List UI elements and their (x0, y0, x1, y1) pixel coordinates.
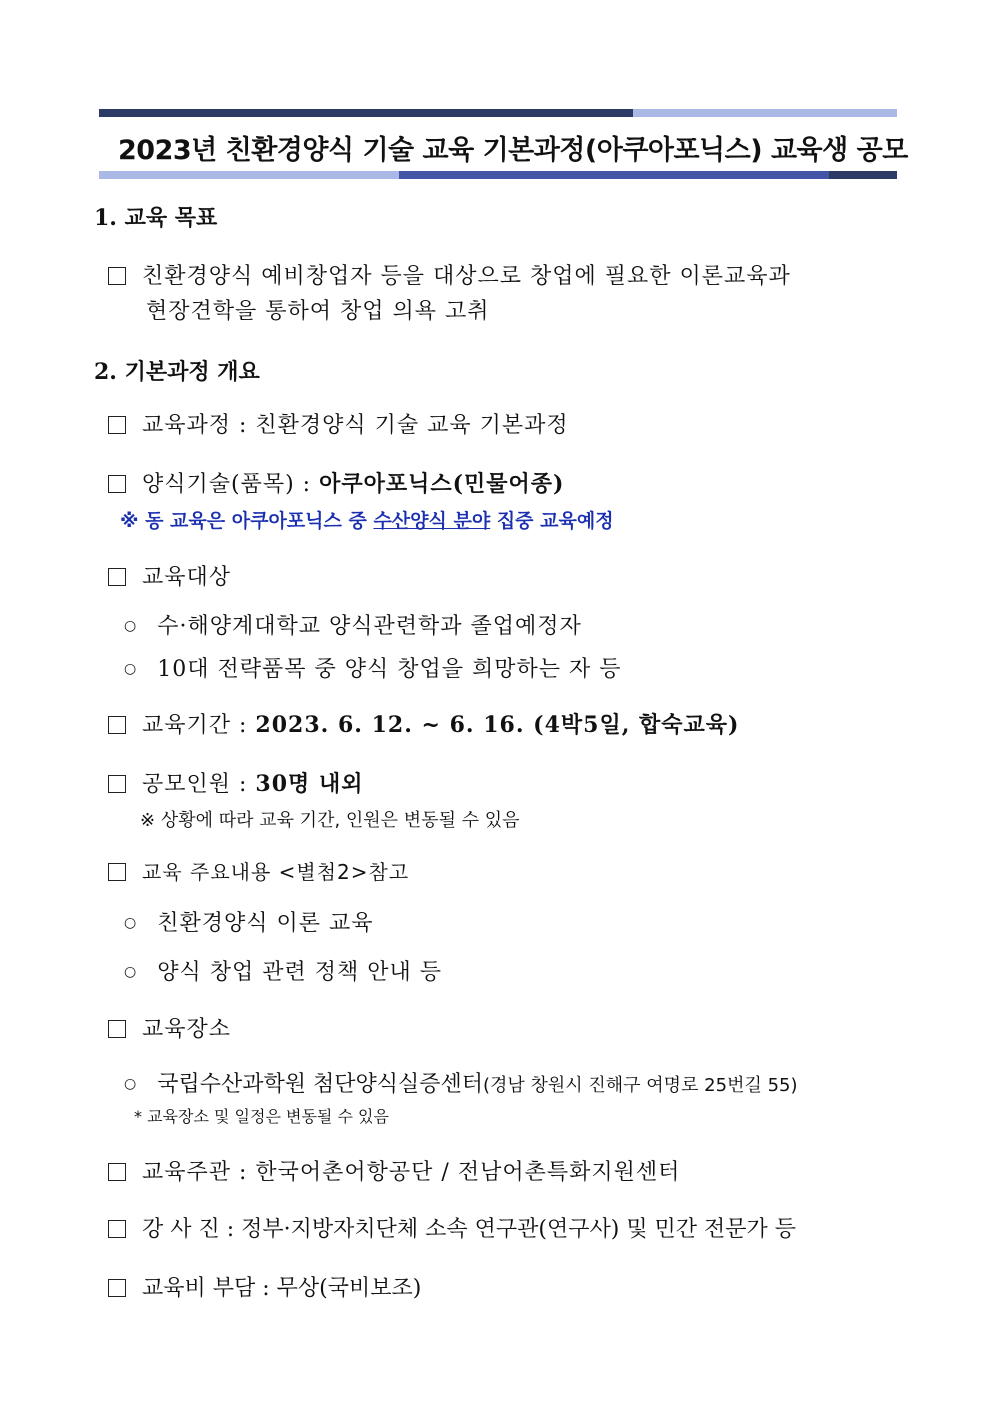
title-bar-bottom-light (99, 171, 399, 179)
title-bar-top-light (633, 109, 897, 117)
place-row: 교육장소 (108, 1012, 231, 1043)
title-bar-top-navy (99, 109, 633, 117)
circle-bullet-icon: ○ (124, 915, 138, 931)
checkbox-icon (108, 775, 126, 793)
checkbox-icon (108, 267, 126, 285)
section-1-heading: 1. 교육 목표 (94, 205, 218, 231)
goal-line-1: 친환경양식 예비창업자 등을 대상으로 창업에 필요한 이론교육과 (108, 259, 791, 290)
title-bar-bottom-blue (399, 171, 829, 179)
checkbox-icon (108, 416, 126, 434)
document-title: 2023년 친환경양식 기술 교육 기본과정(아쿠아포닉스) 교육생 공모 (118, 135, 908, 166)
place-note: * 교육장소 및 일정은 변동될 수 있음 (134, 1107, 389, 1126)
recruit-row: 공모인원 : 30명 내외 (108, 767, 363, 798)
checkbox-icon (108, 475, 126, 493)
circle-bullet-icon: ○ (124, 661, 138, 677)
checkbox-icon (108, 1279, 126, 1297)
checkbox-icon (108, 1020, 126, 1038)
checkbox-icon (108, 1220, 126, 1238)
title-bar-bottom-navy (829, 171, 897, 179)
cost-row: 교육비 부담 : 무상(국비보조) (108, 1271, 421, 1302)
course-row: 교육과정 : 친환경양식 기술 교육 기본과정 (108, 408, 569, 439)
circle-bullet-icon: ○ (124, 618, 138, 634)
goal-line-2: 현장견학을 통하여 창업 의욕 고취 (146, 299, 490, 324)
circle-bullet-icon: ○ (124, 1076, 138, 1092)
checkbox-icon (108, 716, 126, 734)
target-row: 교육대상 (108, 560, 231, 591)
content-row: 교육 주요내용 <별첨2>참고 (108, 856, 409, 885)
content-item-2: ○ 양식 창업 관련 정책 안내 등 (124, 960, 442, 985)
circle-bullet-icon: ○ (124, 964, 138, 980)
period-row: 교육기간 : 2023. 6. 12. ~ 6. 16. (4박5일, 합숙교육) (108, 708, 739, 739)
checkbox-icon (108, 1163, 126, 1181)
host-row: 교육주관 : 한국어촌어항공단 / 전남어촌특화지원센터 (108, 1155, 680, 1186)
section-2-heading: 2. 기본과정 개요 (94, 359, 260, 385)
instructor-row: 강 사 진 : 정부·지방자치단체 소속 연구관(연구사) 및 민간 전문가 등 (108, 1212, 796, 1243)
content-item-1: ○ 친환경양식 이론 교육 (124, 911, 374, 936)
checkbox-icon (108, 568, 126, 586)
recruit-note: ※ 상황에 따라 교육 기간, 인원은 변동될 수 있음 (140, 810, 520, 831)
focus-note: ※ 동 교육은 아쿠아포닉스 중 수산양식 분야 집중 교육예정 (120, 510, 614, 532)
place-item: ○ 국립수산과학원 첨단양식실증센터(경남 창원시 진해구 여명로 25번길 55) (124, 1072, 798, 1097)
tech-row: 양식기술(품목) : 아쿠아포닉스(민물어종) (108, 467, 564, 498)
target-item-1: ○ 수·해양계대학교 양식관련학과 졸업예정자 (124, 614, 582, 639)
target-item-2: ○ 10대 전략품목 중 양식 창업을 희망하는 자 등 (124, 657, 622, 682)
checkbox-icon (108, 863, 126, 881)
